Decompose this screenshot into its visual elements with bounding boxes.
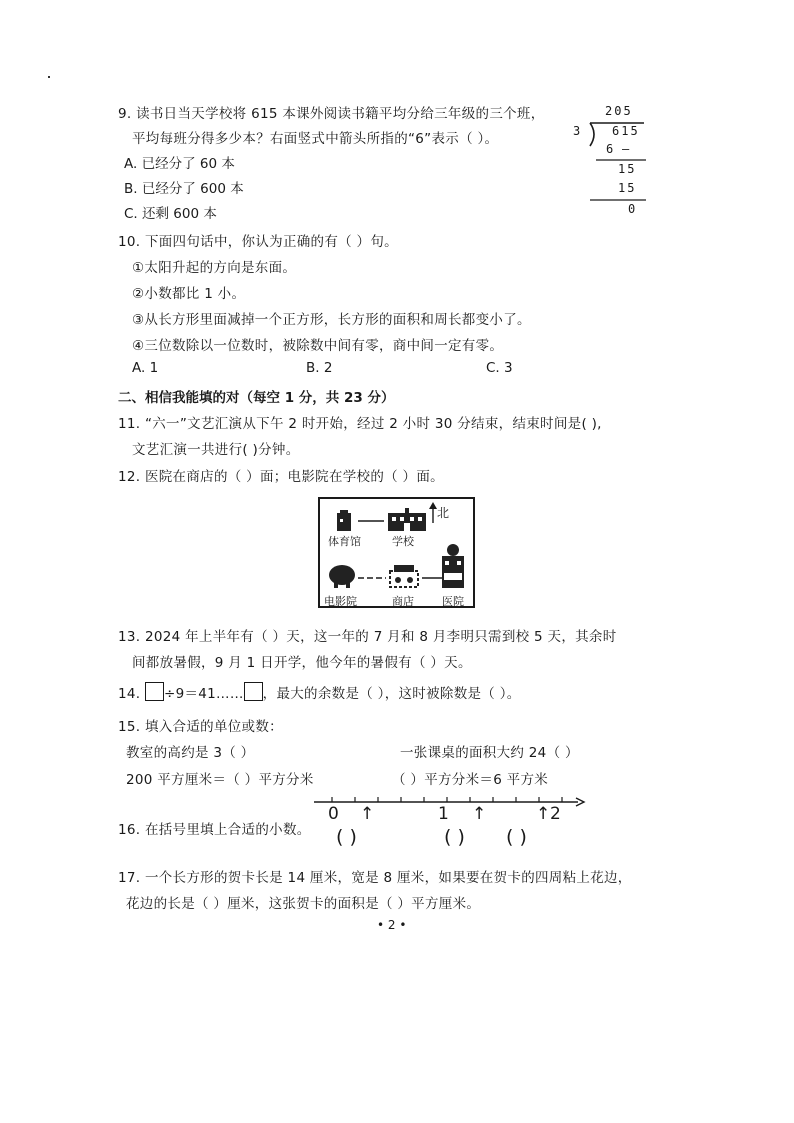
shop-icon bbox=[388, 563, 420, 589]
answer-blank-3[interactable]: ( ) bbox=[506, 826, 527, 848]
hospital-icon bbox=[438, 543, 468, 589]
direction-map bbox=[318, 497, 475, 608]
gym-icon bbox=[334, 509, 354, 533]
scan-dot bbox=[48, 76, 50, 78]
tick-label-1: 1 bbox=[438, 804, 449, 824]
north-label: 北 bbox=[437, 506, 450, 520]
map-label-hospital: 医院 bbox=[442, 595, 464, 608]
cinema-shop-connector bbox=[358, 576, 386, 580]
q10-option-b: B. 2 bbox=[306, 360, 333, 376]
division-step1: 6 bbox=[606, 142, 616, 156]
arrow-2: ↑ bbox=[472, 804, 487, 824]
q14-line bbox=[118, 682, 521, 702]
tick-label-0: 0 bbox=[328, 804, 339, 824]
q9-line2: 平均每班分得多少本？右面竖式中箭头所指的“6”表示（ ）。 bbox=[132, 131, 499, 147]
q9-option-b: B. 已经分了 600 本 bbox=[124, 181, 244, 197]
q14-equation: ÷9＝41…… bbox=[163, 686, 244, 702]
q15-conversion-2: （ ）平方分米＝6 平方米 bbox=[392, 772, 549, 788]
q9-option-a: A. 已经分了 60 本 bbox=[124, 156, 235, 172]
north-arrow-icon bbox=[429, 502, 437, 524]
division-dividend: 615 bbox=[612, 124, 640, 138]
tick-label-2: 2 bbox=[550, 804, 561, 824]
cinema-icon bbox=[328, 563, 356, 589]
section-2-heading: 二、相信我能填的对（每空 1 分，共 23 分） bbox=[118, 390, 395, 406]
q12-stem: 12. 医院在商店的（ ）面；电影院在学校的（ ）面。 bbox=[118, 469, 444, 485]
q15-classroom-height: 教室的高约是 3（ ） bbox=[126, 745, 255, 761]
q13-line1: 13. 2024 年上半年有（ ）天，这一年的 7 月和 8 月李明只需到校 5 天，其余时 bbox=[118, 629, 617, 645]
q10-statement-2: ②小数都比 1 小。 bbox=[132, 286, 246, 302]
division-step2: 15 bbox=[618, 162, 637, 176]
arrow-1: ↑ bbox=[360, 804, 375, 824]
arrow-3: ↑ bbox=[536, 804, 551, 824]
division-divisor: 3 bbox=[573, 124, 583, 138]
q14-number: 14. bbox=[118, 686, 141, 702]
q9-line1: 9. 读书日当天学校将 615 本课外阅读书籍平均分给三年级的三个班， bbox=[118, 106, 545, 122]
q10-option-c: C. 3 bbox=[486, 360, 513, 376]
gym-school-connector bbox=[358, 519, 384, 523]
q17-line2: 花边的长是（ ）厘米，这张贺卡的面积是（ ）平方厘米。 bbox=[126, 896, 481, 912]
q10-stem: 10. 下面四句话中，你认为正确的有（ ）句。 bbox=[118, 234, 398, 250]
q11-line2: 文艺汇演一共进行( )分钟。 bbox=[132, 442, 300, 458]
q10-statement-1: ①太阳升起的方向是东面。 bbox=[132, 260, 297, 276]
page-number: • 2 • bbox=[377, 918, 407, 932]
map-label-cinema: 电影院 bbox=[324, 595, 357, 608]
q16-stem: 16. 在括号里填上合适的小数。 bbox=[118, 822, 311, 838]
map-label-school: 学校 bbox=[392, 535, 414, 548]
q14-tail: ，最大的余数是（ ），这时被除数是（ ）。 bbox=[262, 686, 521, 702]
q14-dividend-box bbox=[145, 682, 164, 701]
q15-stem: 15. 填入合适的单位或数： bbox=[118, 719, 283, 735]
q13-line2: 间都放暑假，9 月 1 日开学，他今年的暑假有（ ）天。 bbox=[132, 655, 472, 671]
answer-blank-1[interactable]: ( ) bbox=[336, 826, 357, 848]
q11-line1: 11. “六一”文艺汇演从下午 2 时开始，经过 2 小时 30 分结束，结束时间是( ), bbox=[118, 416, 602, 432]
shop-hospital-connector bbox=[422, 576, 442, 580]
division-step3: 15 bbox=[618, 181, 637, 195]
answer-blank-2[interactable]: ( ) bbox=[444, 826, 465, 848]
q15-conversion-1: 200 平方厘米＝（ ）平方分米 bbox=[126, 772, 314, 788]
q10-option-a: A. 1 bbox=[132, 360, 159, 376]
q10-statement-4: ④三位数除以一位数时，被除数中间有零，商中间一定有零。 bbox=[132, 338, 504, 354]
q14-remainder-box bbox=[244, 682, 263, 701]
map-label-gym: 体育馆 bbox=[328, 535, 361, 548]
division-remainder: 0 bbox=[628, 202, 638, 216]
school-icon bbox=[386, 507, 428, 533]
q15-desk-area: 一张课桌的面积大约 24（ ） bbox=[400, 745, 579, 761]
q9-option-c: C. 还剩 600 本 bbox=[124, 206, 217, 222]
division-quotient: 205 bbox=[605, 104, 633, 118]
q10-statement-3: ③从长方形里面减掉一个正方形，长方形的面积和周长都变小了。 bbox=[132, 312, 531, 328]
division-arrow: — bbox=[622, 142, 632, 156]
q17-line1: 17. 一个长方形的贺卡长是 14 厘米，宽是 8 厘米，如果要在贺卡的四周粘上花边， bbox=[118, 870, 632, 886]
division-rule-2 bbox=[590, 198, 648, 202]
map-label-shop: 商店 bbox=[392, 595, 414, 608]
